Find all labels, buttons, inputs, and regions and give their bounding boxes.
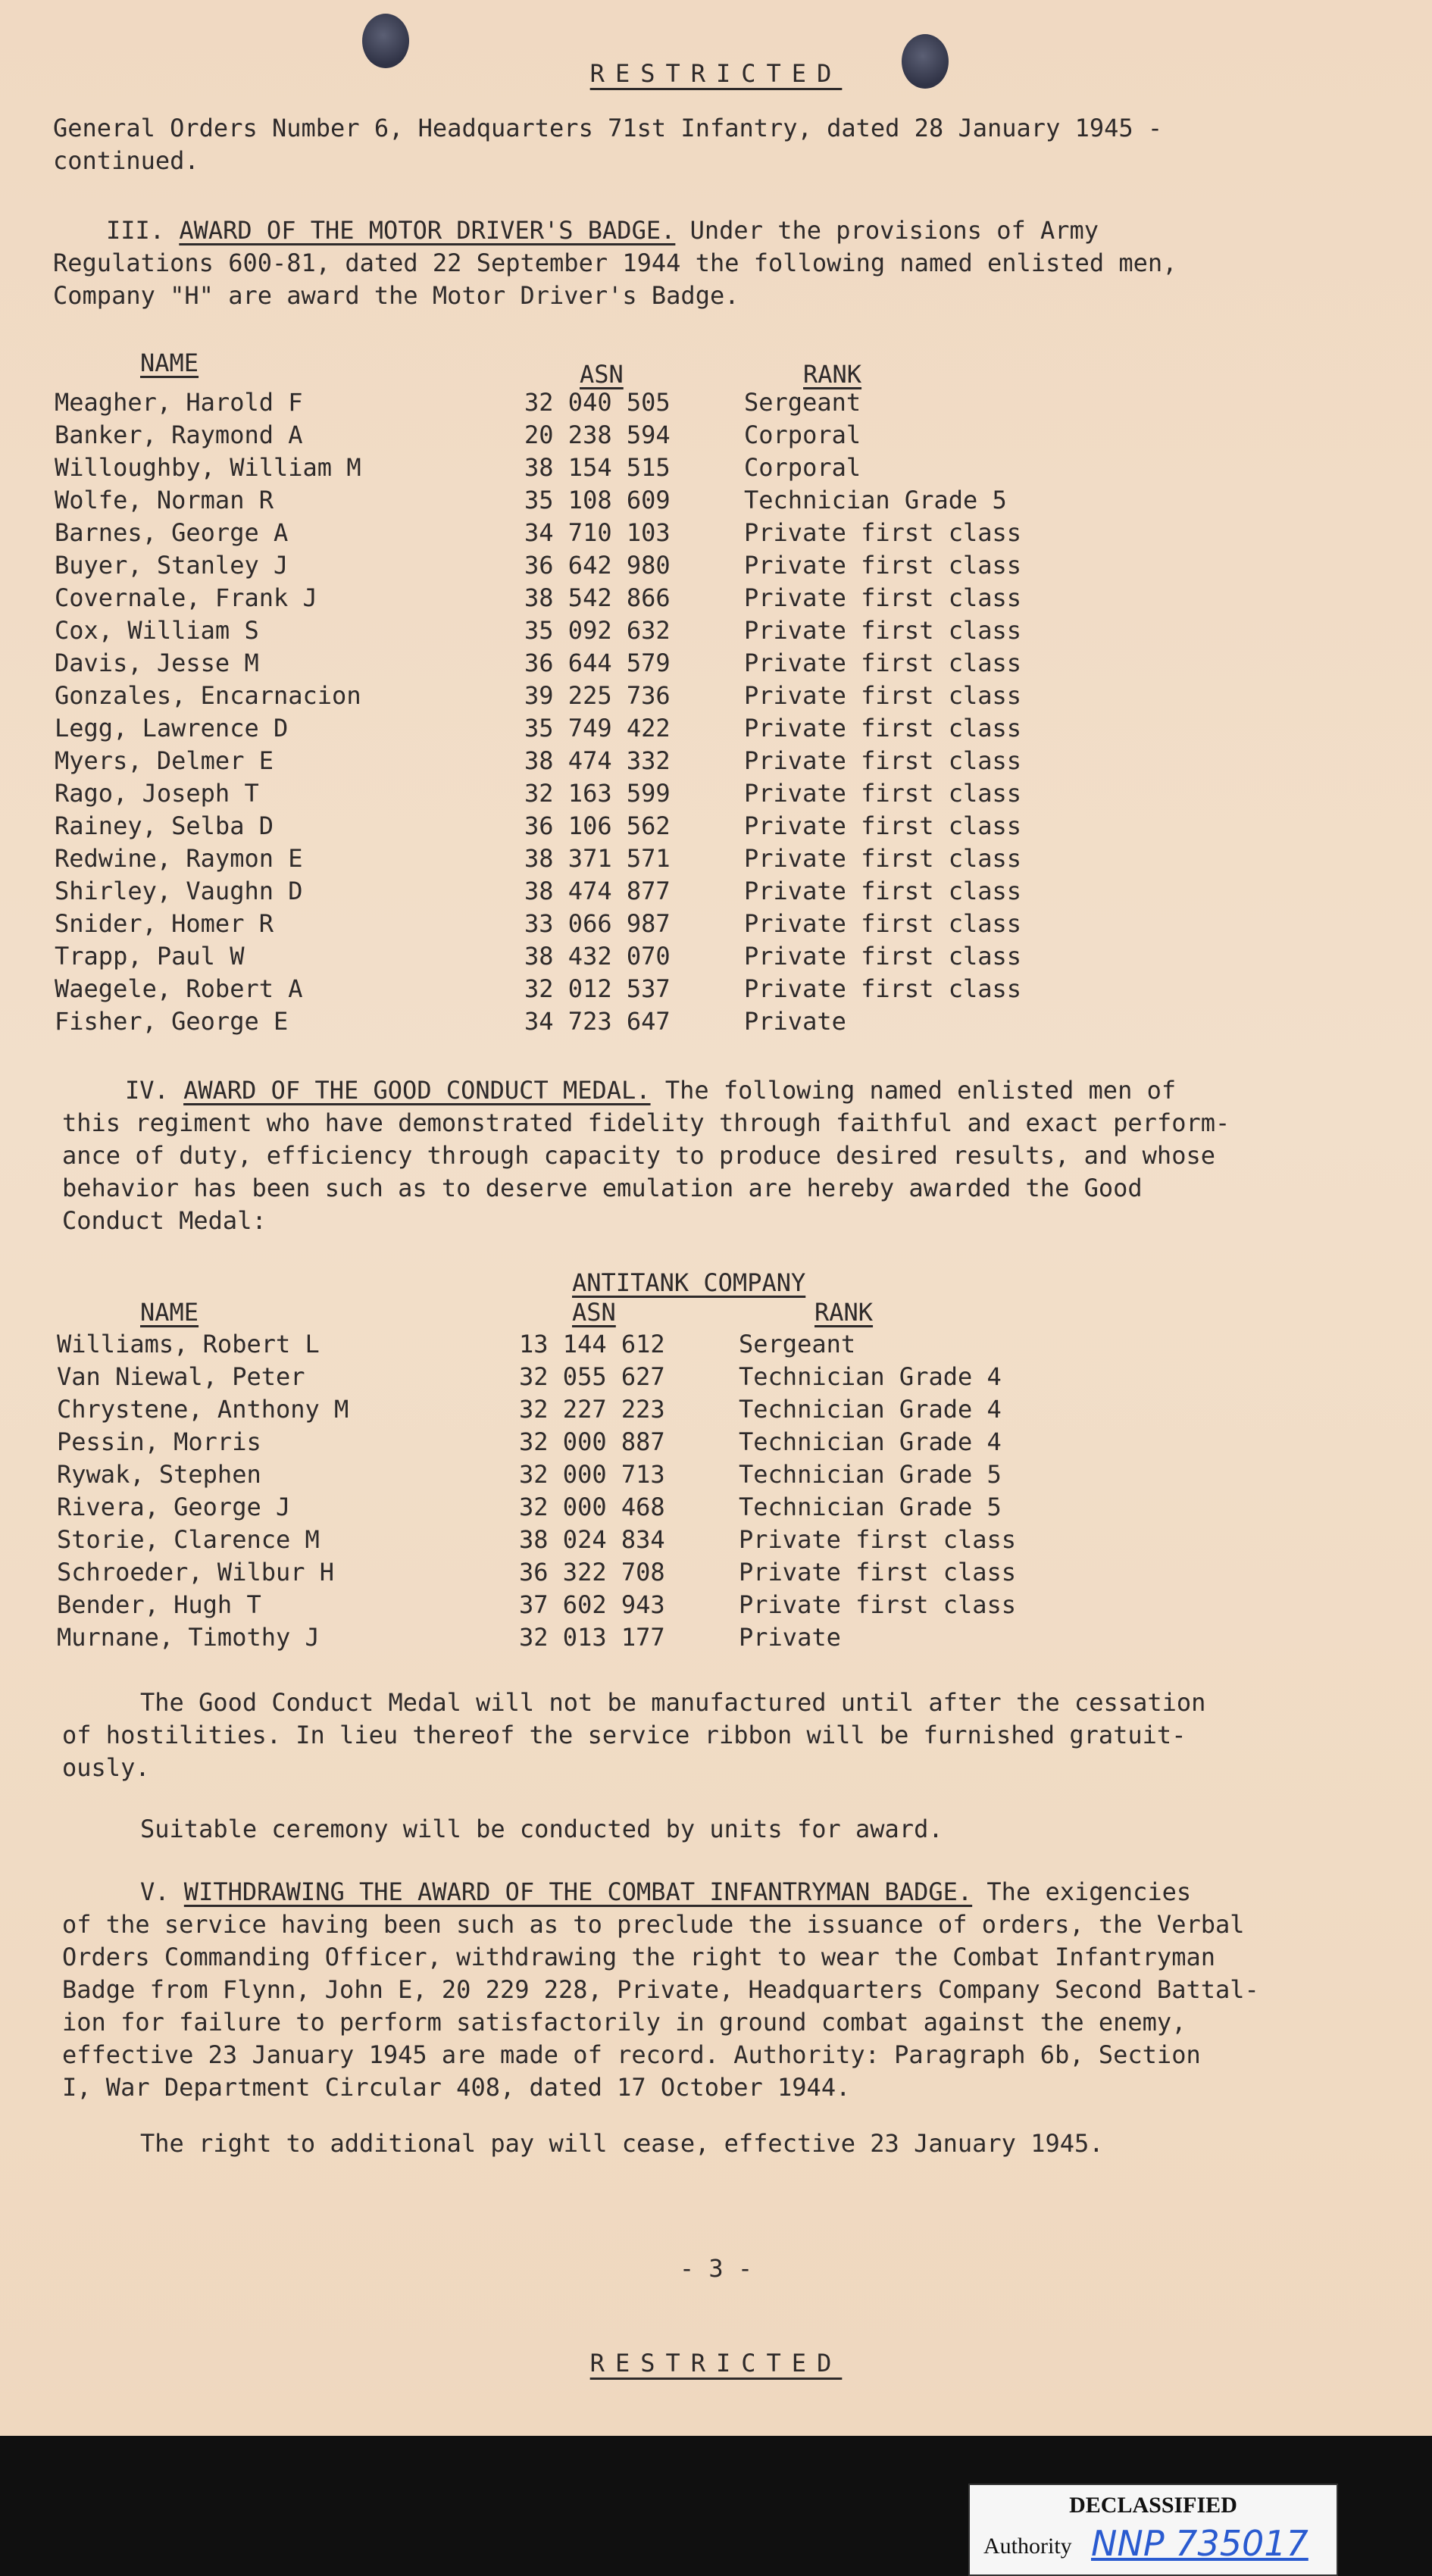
rank-cell: Private first class [739, 1558, 1017, 1587]
section-3-rank-header: RANK [803, 360, 862, 389]
table-row [55, 714, 1021, 746]
rank-cell: Corporal [744, 453, 861, 482]
rank-cell: Private first class [744, 844, 1022, 873]
authority-value: NNP 735017 [1091, 2523, 1308, 2564]
rank-cell: Private [744, 1007, 846, 1036]
rank-cell: Private first class [744, 616, 1022, 645]
name-cell: Legg, Lawrence D [55, 714, 289, 742]
intro-line-2: continued. [53, 146, 199, 175]
asn-cell: 36 644 579 [524, 649, 671, 677]
table-row [57, 1427, 1016, 1460]
name-cell: Cox, William S [55, 616, 259, 645]
rank-cell: Private first class [744, 877, 1022, 905]
table-row [55, 649, 1021, 681]
table-row [55, 877, 1021, 909]
asn-cell: 38 542 866 [524, 583, 671, 612]
classification-header: RESTRICTED [589, 59, 843, 88]
name-cell: Rago, Joseph T [55, 779, 259, 808]
section-3-intro: Under the provisions of Army [675, 216, 1099, 245]
table-row [55, 420, 1021, 453]
name-cell: Rainey, Selba D [55, 811, 274, 840]
asn-cell: 39 225 736 [524, 681, 671, 710]
asn-cell: 36 642 980 [524, 551, 671, 580]
rank-cell: Technician Grade 5 [739, 1493, 1002, 1521]
asn-cell: 38 154 515 [524, 453, 671, 482]
asn-cell: 35 092 632 [524, 616, 671, 645]
section-5-line-7: I, War Department Circular 408, dated 17 October 1944. [62, 2073, 851, 2102]
asn-cell: 32 013 177 [519, 1623, 665, 1652]
section-4-asn-header: ASN [572, 1298, 616, 1327]
name-cell: Trapp, Paul W [55, 942, 245, 971]
section-5-title: WITHDRAWING THE AWARD OF THE COMBAT INFANTRYMAN BADGE. [183, 1877, 973, 1906]
section-3-line-2: Regulations 600-81, dated 22 September 1944 the following named enlisted men, [53, 249, 1177, 277]
asn-cell: 32 000 468 [519, 1493, 665, 1521]
asn-cell: 37 602 943 [519, 1590, 665, 1619]
table-row [55, 681, 1021, 714]
rank-cell: Technician Grade 5 [739, 1460, 1002, 1489]
section-3-title: AWARD OF THE MOTOR DRIVER'S BADGE. [179, 216, 676, 245]
rank-cell: Private first class [744, 811, 1022, 840]
section-4-intro: The following named enlisted men of [650, 1076, 1177, 1105]
table-row [57, 1395, 1016, 1427]
section-4-line-2: this regiment who have demonstrated fidelity through faithful and exact perform- [62, 1108, 1230, 1137]
company-heading: ANTITANK COMPANY [572, 1268, 806, 1297]
table-row [57, 1362, 1016, 1395]
asn-cell: 34 710 103 [524, 518, 671, 547]
asn-cell: 32 000 887 [519, 1427, 665, 1456]
good-conduct-medal-table [57, 1330, 1016, 1655]
name-cell: Bender, Hugh T [57, 1590, 261, 1619]
section-5-intro: The exigencies [972, 1877, 1192, 1906]
asn-cell: 38 371 571 [524, 844, 671, 873]
page-number: - 3 - [679, 2254, 753, 2283]
rank-cell: Sergeant [744, 388, 861, 417]
asn-cell: 38 474 332 [524, 746, 671, 775]
table-row [55, 551, 1021, 583]
section-5-heading [140, 1877, 1191, 1906]
section-4-rank-header: RANK [814, 1298, 874, 1327]
section-3-heading [106, 216, 1099, 245]
table-row [55, 583, 1021, 616]
name-cell: Covernale, Frank J [55, 583, 317, 612]
section-5-line-4: Badge from Flynn, John E, 20 229 228, Private, Headquarters Company Second Battal- [62, 1975, 1259, 2004]
asn-cell: 32 227 223 [519, 1395, 665, 1424]
table-row [55, 942, 1021, 974]
rank-cell: Technician Grade 4 [739, 1427, 1002, 1456]
table-row [55, 616, 1021, 649]
classification-footer: RESTRICTED [589, 2349, 843, 2377]
rank-cell: Private [739, 1623, 841, 1652]
table-row [57, 1460, 1016, 1493]
asn-cell: 34 723 647 [524, 1007, 671, 1036]
motor-driver-badge-table [55, 388, 1021, 1039]
rank-cell: Corporal [744, 420, 861, 449]
name-cell: Snider, Homer R [55, 909, 274, 938]
name-cell: Banker, Raymond A [55, 420, 303, 449]
asn-cell: 32 000 713 [519, 1460, 665, 1489]
declassified-title: DECLASSIFIED [1069, 2493, 1237, 2518]
section-3-number: III. [106, 216, 165, 245]
rank-cell: Private first class [744, 942, 1022, 971]
asn-cell: 20 238 594 [524, 420, 671, 449]
section-4-name-header: NAME [140, 1298, 199, 1327]
section-4-line-3: ance of duty, efficiency through capacity to produce desired results, and whose [62, 1141, 1215, 1170]
rank-cell: Technician Grade 4 [739, 1362, 1002, 1391]
table-row [55, 844, 1021, 877]
table-row [57, 1330, 1016, 1362]
table-row [57, 1525, 1016, 1558]
name-cell: Rywak, Stephen [57, 1460, 261, 1489]
declassified-stamp [968, 2484, 1338, 2576]
table-row [55, 486, 1021, 518]
table-row [55, 909, 1021, 942]
table-row [55, 746, 1021, 779]
medal-note-line-2: of hostilities. In lieu thereof the service ribbon will be furnished gratuit- [62, 1721, 1187, 1749]
asn-cell: 13 144 612 [519, 1330, 665, 1358]
asn-cell: 32 012 537 [524, 974, 671, 1003]
name-cell: Storie, Clarence M [57, 1525, 320, 1554]
table-row [55, 1007, 1021, 1039]
section-4-heading [125, 1076, 1176, 1105]
rank-cell: Private first class [744, 779, 1022, 808]
rank-cell: Private first class [744, 681, 1022, 710]
table-row [57, 1590, 1016, 1623]
section-4-line-4: behavior has been such as to deserve emulation are hereby awarded the Good [62, 1174, 1143, 1202]
asn-cell: 38 474 877 [524, 877, 671, 905]
name-cell: Schroeder, Wilbur H [57, 1558, 335, 1587]
asn-cell: 36 322 708 [519, 1558, 665, 1587]
name-cell: Meagher, Harold F [55, 388, 303, 417]
name-cell: Waegele, Robert A [55, 974, 303, 1003]
rank-cell: Private first class [744, 649, 1022, 677]
section-3-line-3: Company "H" are award the Motor Driver's Badge. [53, 281, 739, 310]
name-cell: Murnane, Timothy J [57, 1623, 320, 1652]
rank-cell: Private first class [744, 714, 1022, 742]
asn-cell: 38 024 834 [519, 1525, 665, 1554]
table-row [55, 974, 1021, 1007]
section-4-title: AWARD OF THE GOOD CONDUCT MEDAL. [183, 1076, 651, 1105]
ceremony-note: Suitable ceremony will be conducted by units for award. [140, 1815, 943, 1843]
section-4-number: IV. [125, 1076, 169, 1105]
name-cell: Wolfe, Norman R [55, 486, 274, 514]
name-cell: Rivera, George J [57, 1493, 291, 1521]
section-3-name-header: NAME [140, 349, 199, 377]
name-cell: Gonzales, Encarnacion [55, 681, 361, 710]
rank-cell: Private first class [744, 974, 1022, 1003]
section-5-line-6: effective 23 January 1945 are made of record. Authority: Paragraph 6b, Section [62, 2040, 1201, 2069]
asn-cell: 32 163 599 [524, 779, 671, 808]
name-cell: Van Niewal, Peter [57, 1362, 305, 1391]
authority-label: Authority [983, 2534, 1072, 2559]
rank-cell: Technician Grade 5 [744, 486, 1007, 514]
asn-cell: 33 066 987 [524, 909, 671, 938]
section-5-line-3: Orders Commanding Officer, withdrawing the right to wear the Combat Infantryman [62, 1943, 1215, 1971]
rank-cell: Private first class [739, 1590, 1017, 1619]
section-5-line-5: ion for failure to perform satisfactorily in ground combat against the enemy, [62, 2008, 1187, 2037]
name-cell: Pessin, Morris [57, 1427, 261, 1456]
table-row [57, 1558, 1016, 1590]
intro-line-1: General Orders Number 6, Headquarters 71st Infantry, dated 28 January 1945 - [53, 114, 1163, 142]
table-row [55, 518, 1021, 551]
name-cell: Chrystene, Anthony M [57, 1395, 349, 1424]
table-row [55, 779, 1021, 811]
section-3-asn-header: ASN [580, 360, 624, 389]
section-4-line-5: Conduct Medal: [62, 1206, 267, 1235]
section-5-line-2: of the service having been such as to preclude the issuance of orders, the Verbal [62, 1910, 1245, 1939]
asn-cell: 32 040 505 [524, 388, 671, 417]
rank-cell: Private first class [744, 551, 1022, 580]
table-row [55, 453, 1021, 486]
name-cell: Barnes, George A [55, 518, 289, 547]
name-cell: Davis, Jesse M [55, 649, 259, 677]
name-cell: Redwine, Raymon E [55, 844, 303, 873]
medal-note-line-1: The Good Conduct Medal will not be manufactured until after the cessation [140, 1688, 1206, 1717]
name-cell: Willoughby, William M [55, 453, 361, 482]
name-cell: Williams, Robert L [57, 1330, 320, 1358]
asn-cell: 38 432 070 [524, 942, 671, 971]
asn-cell: 32 055 627 [519, 1362, 665, 1391]
table-row [57, 1623, 1016, 1655]
name-cell: Myers, Delmer E [55, 746, 274, 775]
asn-cell: 36 106 562 [524, 811, 671, 840]
table-row [55, 388, 1021, 420]
rank-cell: Technician Grade 4 [739, 1395, 1002, 1424]
name-cell: Buyer, Stanley J [55, 551, 289, 580]
table-row [57, 1493, 1016, 1525]
rank-cell: Private first class [744, 518, 1022, 547]
medal-note-line-3: ously. [62, 1753, 150, 1782]
rank-cell: Private first class [744, 746, 1022, 775]
rank-cell: Private first class [744, 583, 1022, 612]
rank-cell: Private first class [739, 1525, 1017, 1554]
rank-cell: Sergeant [739, 1330, 856, 1358]
name-cell: Shirley, Vaughn D [55, 877, 303, 905]
rank-cell: Private first class [744, 909, 1022, 938]
table-row [55, 811, 1021, 844]
name-cell: Fisher, George E [55, 1007, 289, 1036]
section-5-number: V. [140, 1877, 170, 1906]
pay-note: The right to additional pay will cease, effective 23 January 1945. [140, 2129, 1104, 2158]
asn-cell: 35 108 609 [524, 486, 671, 514]
asn-cell: 35 749 422 [524, 714, 671, 742]
